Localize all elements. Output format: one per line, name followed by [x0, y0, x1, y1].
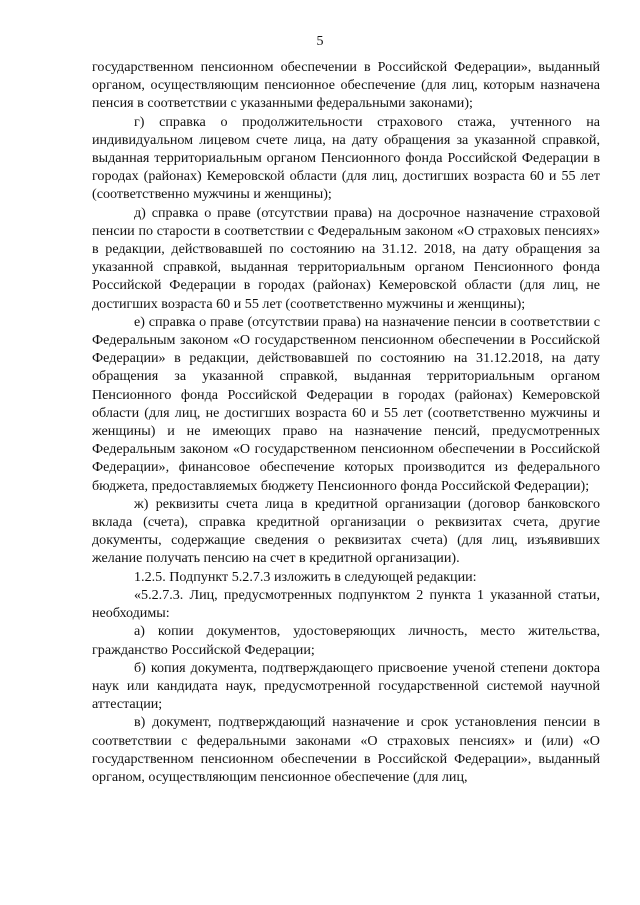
paragraph-item-e: е) справка о праве (отсутствии права) на назначение пенсии в соответствии с Федеральным законом «О государственном пенсионном обеспечении в Российской Федерации» в редакции, действовавшей по состоянию на 31.12.2018, на дату обращения за указанной справкой, выданная территориальным органом Пенсионного фонда Российской Федерации в городах (районах) Кемеровской области (для лиц, не достигших возраста 60 и 55 лет (соответственно мужчины и женщины) и не имеющих право на назначение пенсий, предусмотренных Федеральным законом «О государственном пенсионном обеспечении в Российской Федерации», финансовое обеспечение которых производится из федерального бюджета, предоставляемых бюджету Пенсионного фонда Российской Федерации); [92, 313, 600, 494]
paragraph-item-g: г) справка о продолжительности страхового стажа, учтенного на индивидуальном лицевом счете лица, на дату обращения за указанной справкой, выданная территориальным органом Пенсионного фонда Российской Федерации в городах (районах) Кемеровской области (для лиц, достигших возраста 60 и 55 лет (соответственно мужчины и женщины); [92, 113, 600, 203]
paragraph-item-b: б) копия документа, подтверждающего присвоение ученой степени доктора наук или кандидата наук, предусмотренной государственной системой научной аттестации; [92, 659, 600, 713]
paragraph-continuation: государственном пенсионном обеспечении в Российской Федерации», выданный органом, осуществляющим пенсионное обеспечение (для лиц, которым назначена пенсия в соответствии с указанными федеральными законами); [92, 59, 600, 112]
paragraph-item-d: д) справка о праве (отсутствии права) на досрочное назначение страховой пенсии по старости в соответствии с Федеральным законом «О страховых пенсиях» в редакции, действовавшей по состоянию на 31.12. 2018, на дату обращения за указанной справкой, выданная территориальным органом Пенсионного фонда Российской Федерации в городах (районах) Кемеровской области (для лиц, не достигших возраста 60 и 55 лет (соответственно мужчины и женщины); [92, 204, 600, 312]
paragraph-1-2-5: 1.2.5. Подпункт 5.2.7.3 изложить в следующей редакции: [134, 568, 477, 585]
document-body [92, 58, 600, 786]
paragraph-item-v: в) документ, подтверждающий назначение и срок установления пенсии в соответствии с федеральными законами «О страховых пенсиях» и (или) «О государственном пенсионном обеспечении в Российской Федерации», выданный органом, осуществляющим пенсионное обеспечение (для лиц, [92, 714, 600, 785]
paragraph-item-zh: ж) реквизиты счета лица в кредитной организации (договор банковского вклада (счета), справка кредитной организации о реквизитах счета, другие документы, содержащие сведения о реквизитах счета) (для лиц, изъявивших желание получать пенсию на счет в кредитной организации). [92, 495, 600, 567]
paragraph-item-a: а) копии документов, удостоверяющих личность, место жительства, гражданство Российской Федерации; [92, 623, 600, 658]
paragraph-5-2-7-3: «5.2.7.3. Лиц, предусмотренных подпунктом 2 пункта 1 указанной статьи, необходимы: [92, 586, 600, 622]
page-number: 5 [316, 34, 324, 49]
